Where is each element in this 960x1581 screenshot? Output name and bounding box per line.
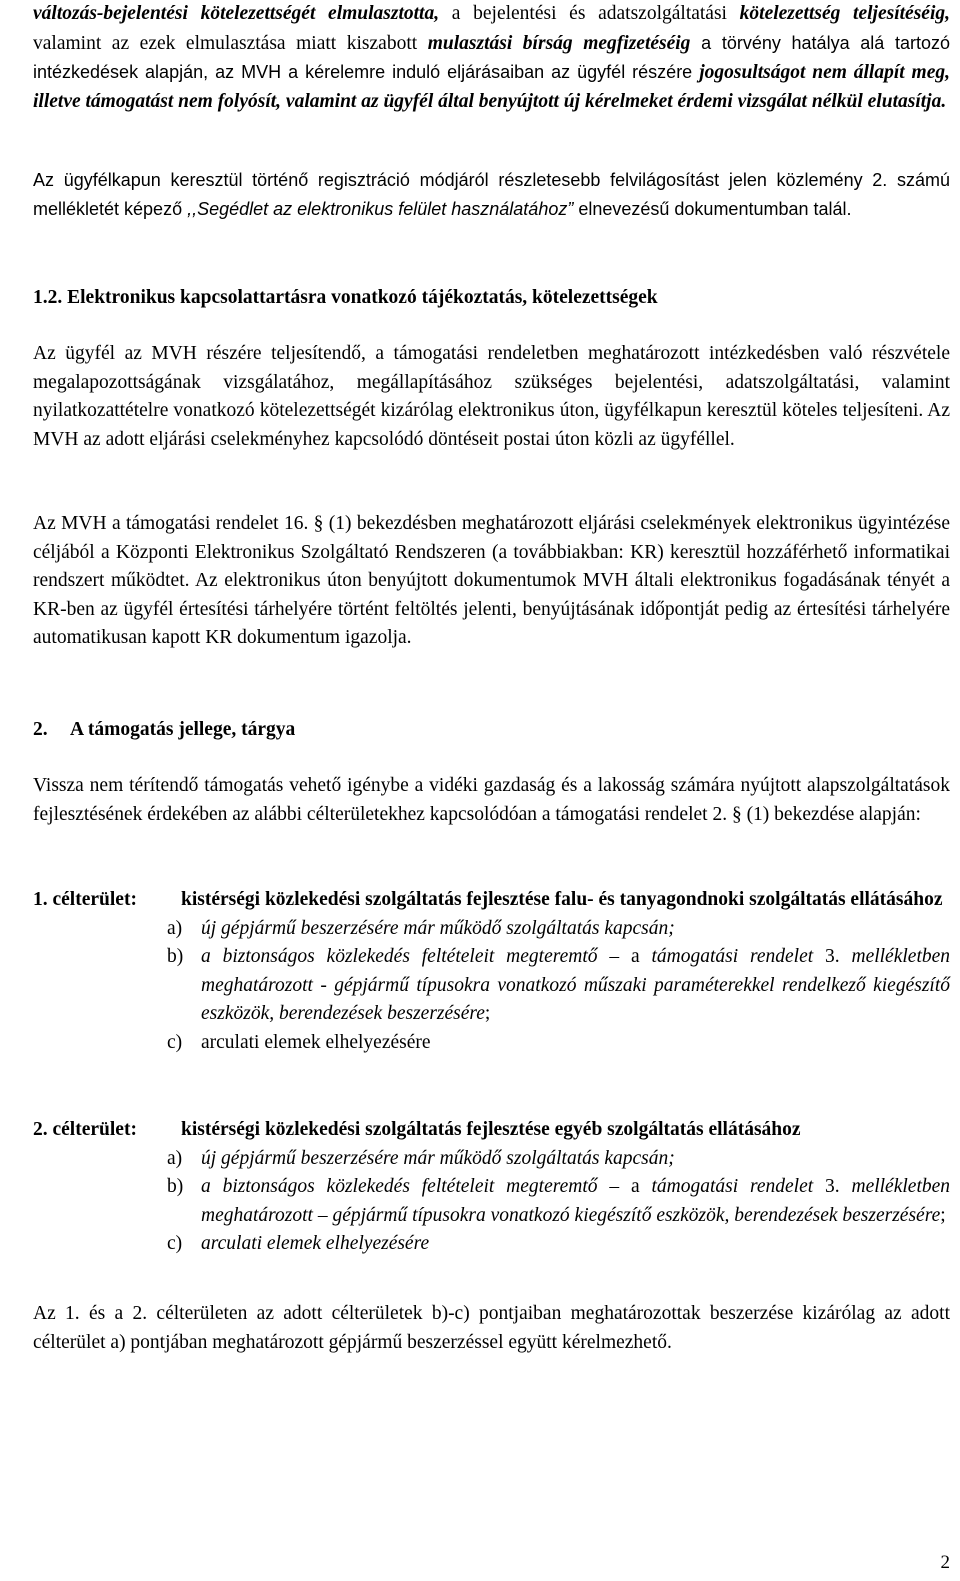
item-text: új gépjármű beszerzésére már működő szolgáltatás kapcsán; <box>201 1147 675 1169</box>
intro-text-2 <box>33 166 950 223</box>
section-2-heading-block <box>33 716 950 745</box>
item-text <box>201 1173 950 1230</box>
body-text: valamint az ezek elmulasztása miatt kiszabott <box>33 32 428 54</box>
emphasis-text: mulasztási bírság megfizetéséig <box>427 32 691 54</box>
section-heading <box>33 716 950 745</box>
body-paragraph: Vissza nem térítendő támogatás vehető igénybe a vidéki gazdaság és a lakosság számára nyújtott alapszolgáltatások fejlesztésének érdekében az alábbi célterületekhez kapcsolódóan a támogatási rendelet 2. § (1) bekezdése alapján: <box>33 775 950 825</box>
item-text-part: támogatási rendelet <box>651 1176 814 1197</box>
page-number: 2 <box>940 1552 950 1573</box>
body-paragraph: Az 1. és a 2. célterületen az adott célterületek b)-c) pontjaiban meghatározottak beszerzése kizárólag az adott célterület a) pontjában meghatározott gépjármű beszerzéssel együtt kérelmezhető. <box>33 1303 950 1353</box>
emphasis-text: jogosultságot nem állapít meg, illetve támogatást nem folyósít, valamint az ügyfél által benyújtott új kérelmeket érdemi vizsgálat nélkül elutasítja. <box>33 62 950 112</box>
target-heading <box>33 886 950 915</box>
target-item <box>167 1173 950 1230</box>
target-item <box>167 1230 950 1259</box>
target-area-1 <box>33 886 950 1057</box>
target-item <box>167 943 950 1029</box>
body-paragraph: Az MVH a támogatási rendelet 16. § (1) bekezdésben meghatározott eljárási cselekmények elektronikus ügyintézése céljából a Központi Elektronikus Szolgáltató Rendszeren (a továbbiakban: KR) keresztül hozzáférhető informatikai rendszert működtet. Az elektronikus úton benyújtott dokumentumok MVH általi elektronikus fogadásának tényét a KR-ben az ügyfél értesítési tárhelyére történt feltöltés jelenti, benyújtásának időpontját pedig az értesítési tárhelyére automatikusan kapott KR dokumentum igazolja. <box>33 513 950 648</box>
item-letter: a) <box>167 1147 183 1169</box>
target-area-2 <box>33 1116 950 1259</box>
target-item <box>167 1029 950 1058</box>
item-text-part: mellékletben meghatározott - gépjármű típusokra vonatkozó műszaki paraméterekkel rendelkező kiegészítő eszközök, berendezések beszerzésére <box>201 946 951 1024</box>
item-text: arculati elemek elhelyezésére <box>201 1233 430 1254</box>
target-label: 2. célterület: <box>33 1119 137 1140</box>
item-text-part: a <box>619 1176 652 1197</box>
body-text: a bejelentési és adatszolgáltatási <box>439 3 740 24</box>
intro-paragraph-1 <box>33 0 950 116</box>
item-text-part: ; <box>484 1003 491 1024</box>
target-item <box>167 1145 950 1174</box>
emphasis-text: kötelezettség teljesítéséig, <box>739 3 950 24</box>
item-letter: a) <box>167 917 183 939</box>
section-2-paragraph <box>33 772 950 829</box>
item-letter: c) <box>167 1233 183 1254</box>
section-heading: 1.2. Elektronikus kapcsolattartásra vonatkozó tájékoztatás, kötelezettségek <box>33 287 658 308</box>
body-text: elnevezésű dokumentumban talál. <box>573 198 852 219</box>
item-text-part: mellékletben meghatározott – gépjármű típusokra vonatkozó kiegészítő eszközök, berendezések beszerzésére <box>201 1176 951 1226</box>
target-heading <box>33 1116 950 1145</box>
item-text-part: a <box>619 946 652 967</box>
item-text: új gépjármű beszerzésére már működő szolgáltatás kapcsán; <box>201 917 675 939</box>
item-letter: c) <box>167 1031 183 1053</box>
intro-paragraph-2 <box>33 166 950 223</box>
target-item <box>167 915 950 944</box>
target-title: kistérségi közlekedési szolgáltatás fejlesztése egyéb szolgáltatás ellátásához <box>181 1119 801 1140</box>
item-text-part: ; <box>940 1204 946 1226</box>
section-1-2-heading-block <box>33 284 950 313</box>
section-1-2-paragraph-1 <box>33 340 950 454</box>
item-text-part: támogatási rendelet <box>651 946 814 967</box>
emphasis-text: változás-bejelentési kötelezettségét elmulasztotta, <box>33 3 440 24</box>
body-text: a törvény hatálya alá tartozó intézkedések alapján, az MVH a kérelemre induló eljárásaiban az ügyfél részére <box>33 32 950 82</box>
document-title-reference: ,,Segédlet az elektronikus felület használatához” <box>187 198 574 219</box>
item-text-part: a biztonságos közlekedés feltételeit megteremtő – <box>201 946 620 967</box>
intro-text-1 <box>33 0 950 116</box>
item-letter: b) <box>167 946 184 967</box>
item-text-part: 3. <box>813 946 852 967</box>
section-number: 2. <box>33 719 48 740</box>
target-label: 1. célterület: <box>33 889 137 910</box>
item-text <box>201 943 950 1029</box>
item-text: arculati elemek elhelyezésére <box>201 1031 431 1053</box>
closing-paragraph <box>33 1300 950 1357</box>
item-text-part: a biztonságos közlekedés feltételeit megteremtő – <box>201 1176 620 1197</box>
item-letter: b) <box>167 1176 184 1197</box>
target-title: kistérségi közlekedési szolgáltatás fejlesztése falu- és tanyagondnoki szolgáltatás ellátásához <box>181 889 943 910</box>
item-text-part: 3. <box>813 1176 852 1197</box>
body-paragraph: Az ügyfél az MVH részére teljesítendő, a támogatási rendeletben meghatározott intézkedésben való részvétele megalapozottságának vizsgálatához, megállapításához szükséges bejelentési, adatszolgáltatási, valamint nyilatkozattételre vonatkozó kötelezettségét kizárólag elektronikus úton, ügyfélkapun keresztül köteles teljesíteni. Az MVH az adott eljárási cselekményhez kapcsolódó döntéseit postai úton közli az ügyféllel. <box>33 343 950 450</box>
section-1-2-paragraph-2 <box>33 510 950 653</box>
section-title: A támogatás jellege, tárgya <box>70 719 296 740</box>
body-text: Az ügyfélkapun keresztül történő regisztráció módjáról részletesebb felvilágosítást jelen közlemény 2. számú mellékletét képező <box>33 170 950 219</box>
